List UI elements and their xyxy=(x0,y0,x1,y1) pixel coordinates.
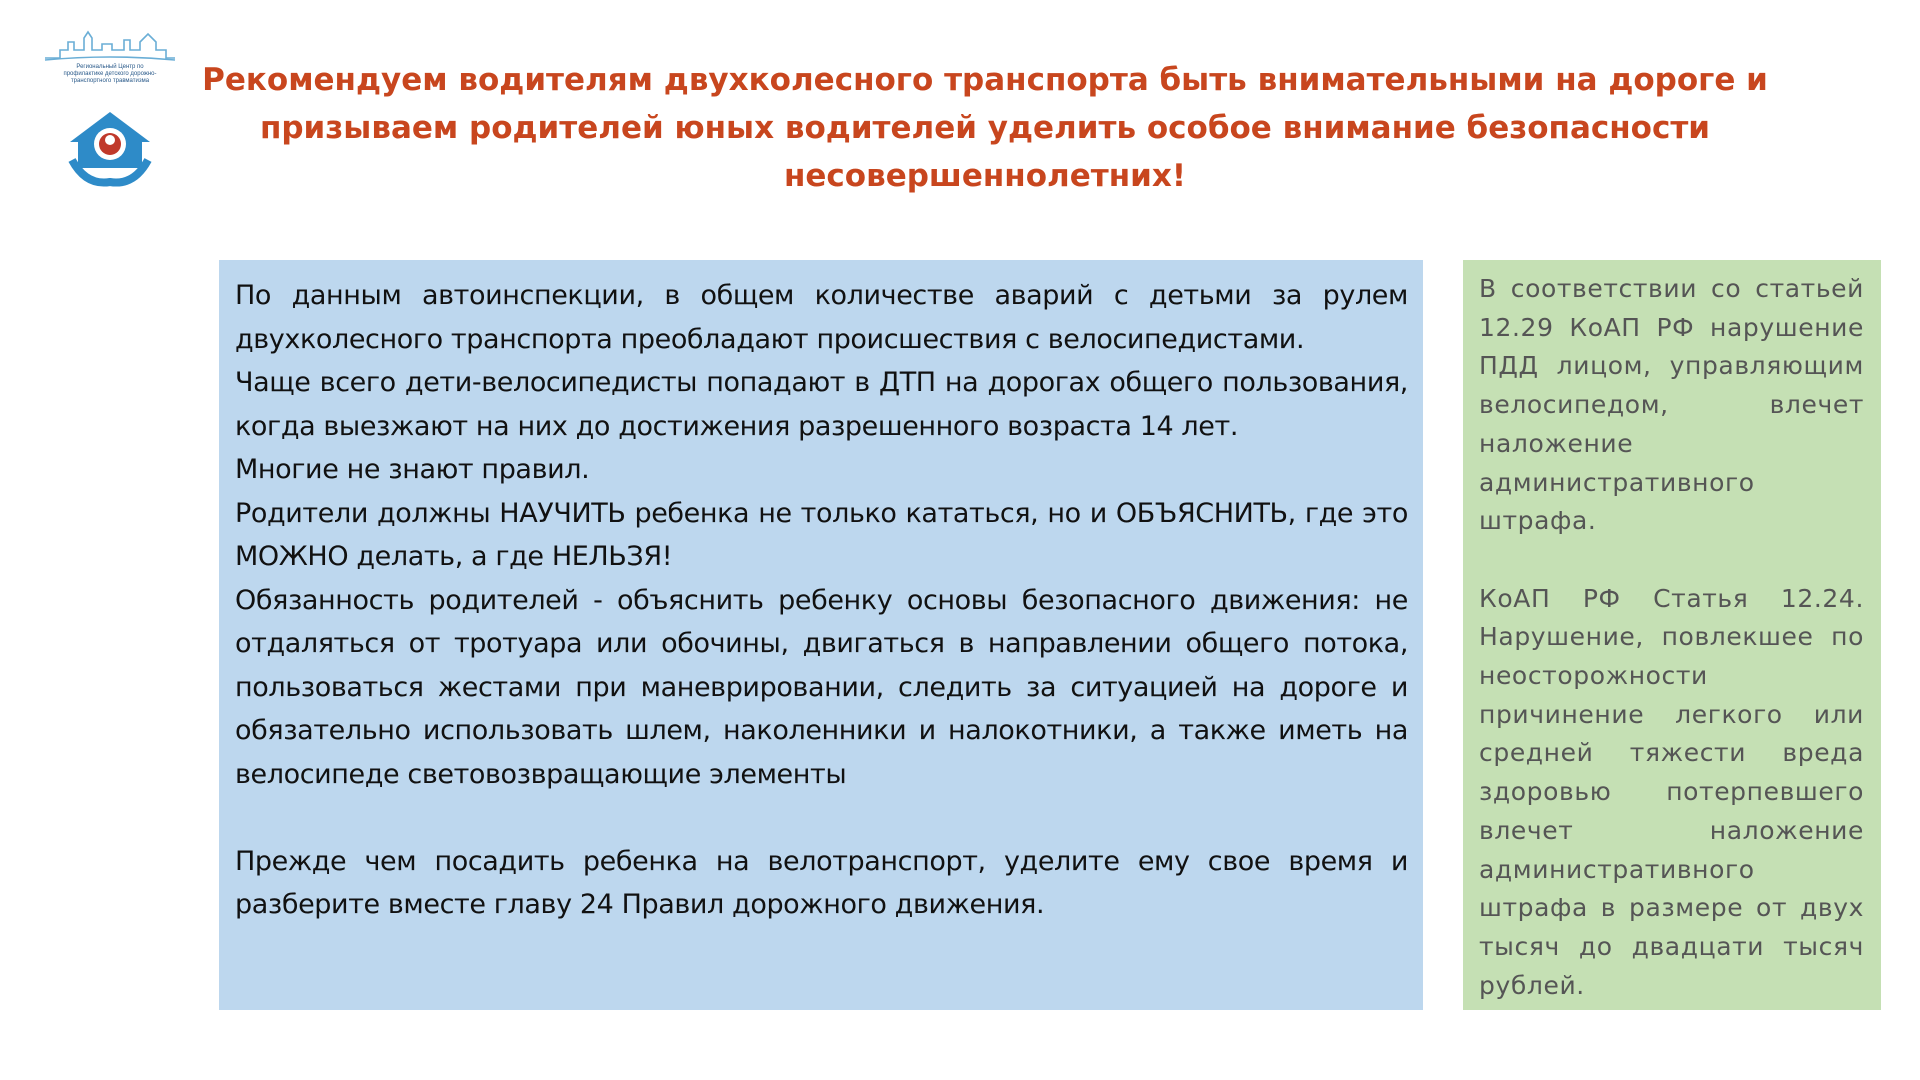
main-paragraph: Многие не знают правил. xyxy=(235,454,590,485)
law-paragraph: В соответствии со статьей 12.29 КоАП РФ нарушение ПДД лицом, управляющим велосипедом, влечет наложение административного штрафа. xyxy=(1479,274,1864,536)
page-headline: Рекомендуем водителям двухколесного транспорта быть внимательными на дороге и призываем родителей юных водителей уделить особое внимание безопасности несовершеннолетних! xyxy=(202,62,1768,194)
organization-logo xyxy=(40,28,180,188)
logo-caption: Региональный Центр по профилактике детского дорожно-транспортного травматизма xyxy=(63,64,157,84)
main-info-box xyxy=(219,260,1423,1010)
law-info-box xyxy=(1463,260,1881,1010)
main-paragraph: По данным автоинспекции, в общем количестве аварий с детьми за рулем двухколесного транспорта преобладают происшествия с велосипедистами. xyxy=(235,280,1408,355)
main-paragraph: Родители должны НАУЧИТЬ ребенка не только кататься, но и ОБЪЯСНИТЬ, где это МОЖНО делать, а где НЕЛЬЗЯ! xyxy=(235,497,1408,572)
law-paragraph: КоАП РФ Статья 12.24. Нарушение, повлекшее по неосторожности причинение легкого или средней тяжести вреда здоровью потерпевшего влечет наложение административного штрафа в размере от двух тысяч до двадцати тысяч рублей. xyxy=(1479,583,1864,1000)
shield-hands-icon xyxy=(62,108,158,188)
main-paragraph: Чаще всего дети-велосипедисты попадают в ДТП на дорогах общего пользования, когда выезжают на них до достижения разрешенного возраста 14 лет. xyxy=(235,367,1408,442)
main-paragraph: Обязанность родителей - объяснить ребенку основы безопасного движения: не отдаляться от тротуара или обочины, двигаться в направлении общего потока, пользоваться жестами при маневрировании, следить за ситуацией на дороге и обязательно использовать шлем, наколенники и налокотники, а также иметь на велосипеде световозвращающие элементы xyxy=(235,584,1408,790)
main-paragraph: Прежде чем посадить ребенка на велотранспорт, уделите ему свое время и разберите вместе главу 24 Правил дорожного движения. xyxy=(235,845,1408,920)
